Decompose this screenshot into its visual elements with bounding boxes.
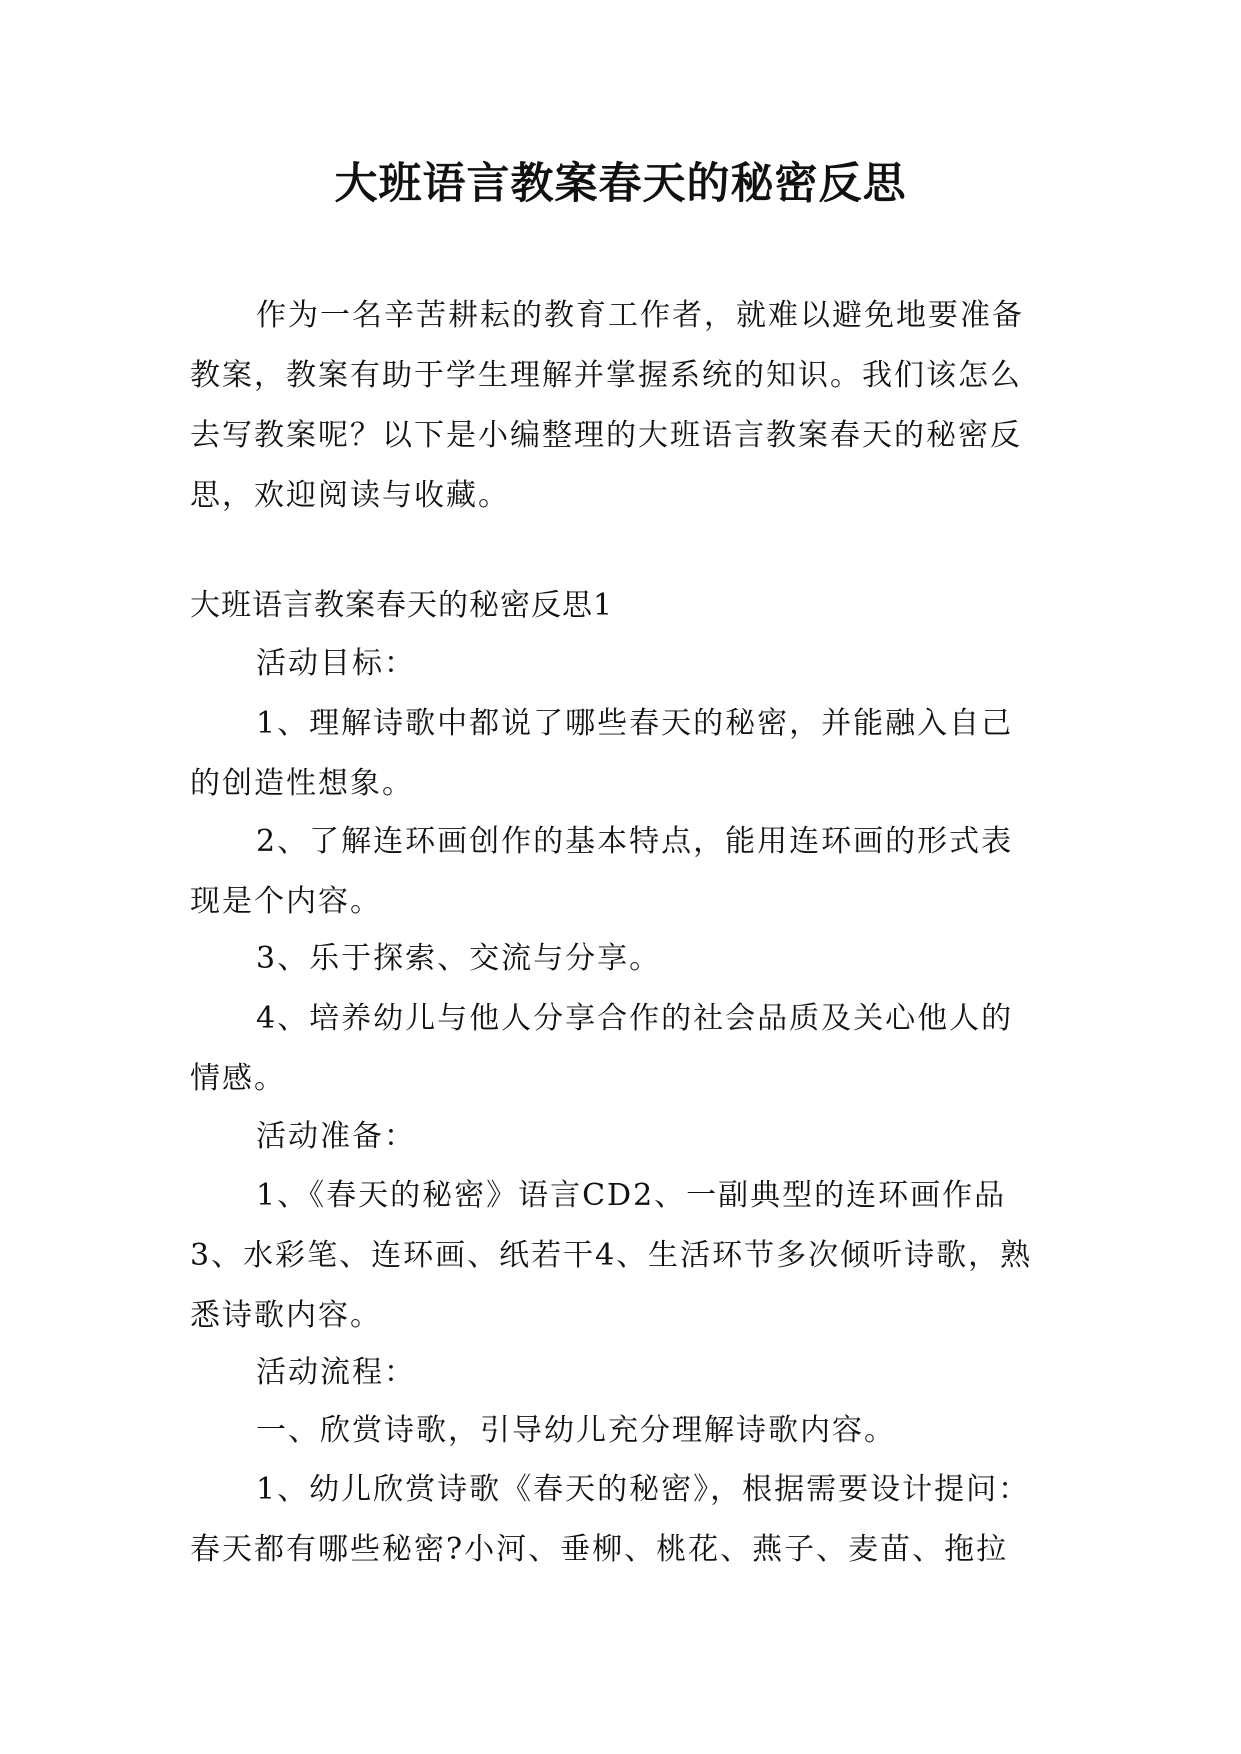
preparation-item-1: 1、《春天的秘密》语言CD2、一副典型的连环画作品3、水彩笔、连环画、纸若干4、生活环节多次倾听诗歌，熟悉诗歌内容。: [190, 1178, 1033, 1333]
goal-item-4: 4、培养幼儿与他人分享合作的社会品质及关心他人的情感。: [190, 1001, 1014, 1096]
intro-paragraph: 作为一名辛苦耕耘的教育工作者，就难以避免地要准备教案，教案有助于学生理解并掌握系统的知识。我们该怎么去写教案呢？以下是小编整理的大班语言教案春天的秘密反思，欢迎阅读与收藏。: [190, 298, 1024, 513]
flow-step-1: 一、欣赏诗歌，引导幼儿充分理解诗歌内容。: [256, 1413, 896, 1448]
preparation-label: 活动准备：: [256, 1119, 416, 1154]
document-title: 大班语言教案春天的秘密反思: [334, 159, 907, 209]
flow-label: 活动流程：: [256, 1355, 416, 1390]
goals-label: 活动目标：: [256, 646, 416, 681]
section-heading: 大班语言教案春天的秘密反思1: [190, 588, 614, 623]
goal-item-2: 2、了解连环画创作的基本特点，能用连环画的形式表现是个内容。: [190, 824, 1014, 919]
goal-item-1: 1、理解诗歌中都说了哪些春天的秘密，并能融入自己的创造性想象。: [190, 706, 1014, 801]
flow-step-1-1: 1、幼儿欣赏诗歌《春天的秘密》，根据需要设计提问：春天都有哪些秘密?小河、垂柳、桃花、燕子、麦苗、拖拉: [190, 1472, 1031, 1567]
goal-item-3: 3、乐于探索、交流与分享。: [256, 941, 662, 976]
